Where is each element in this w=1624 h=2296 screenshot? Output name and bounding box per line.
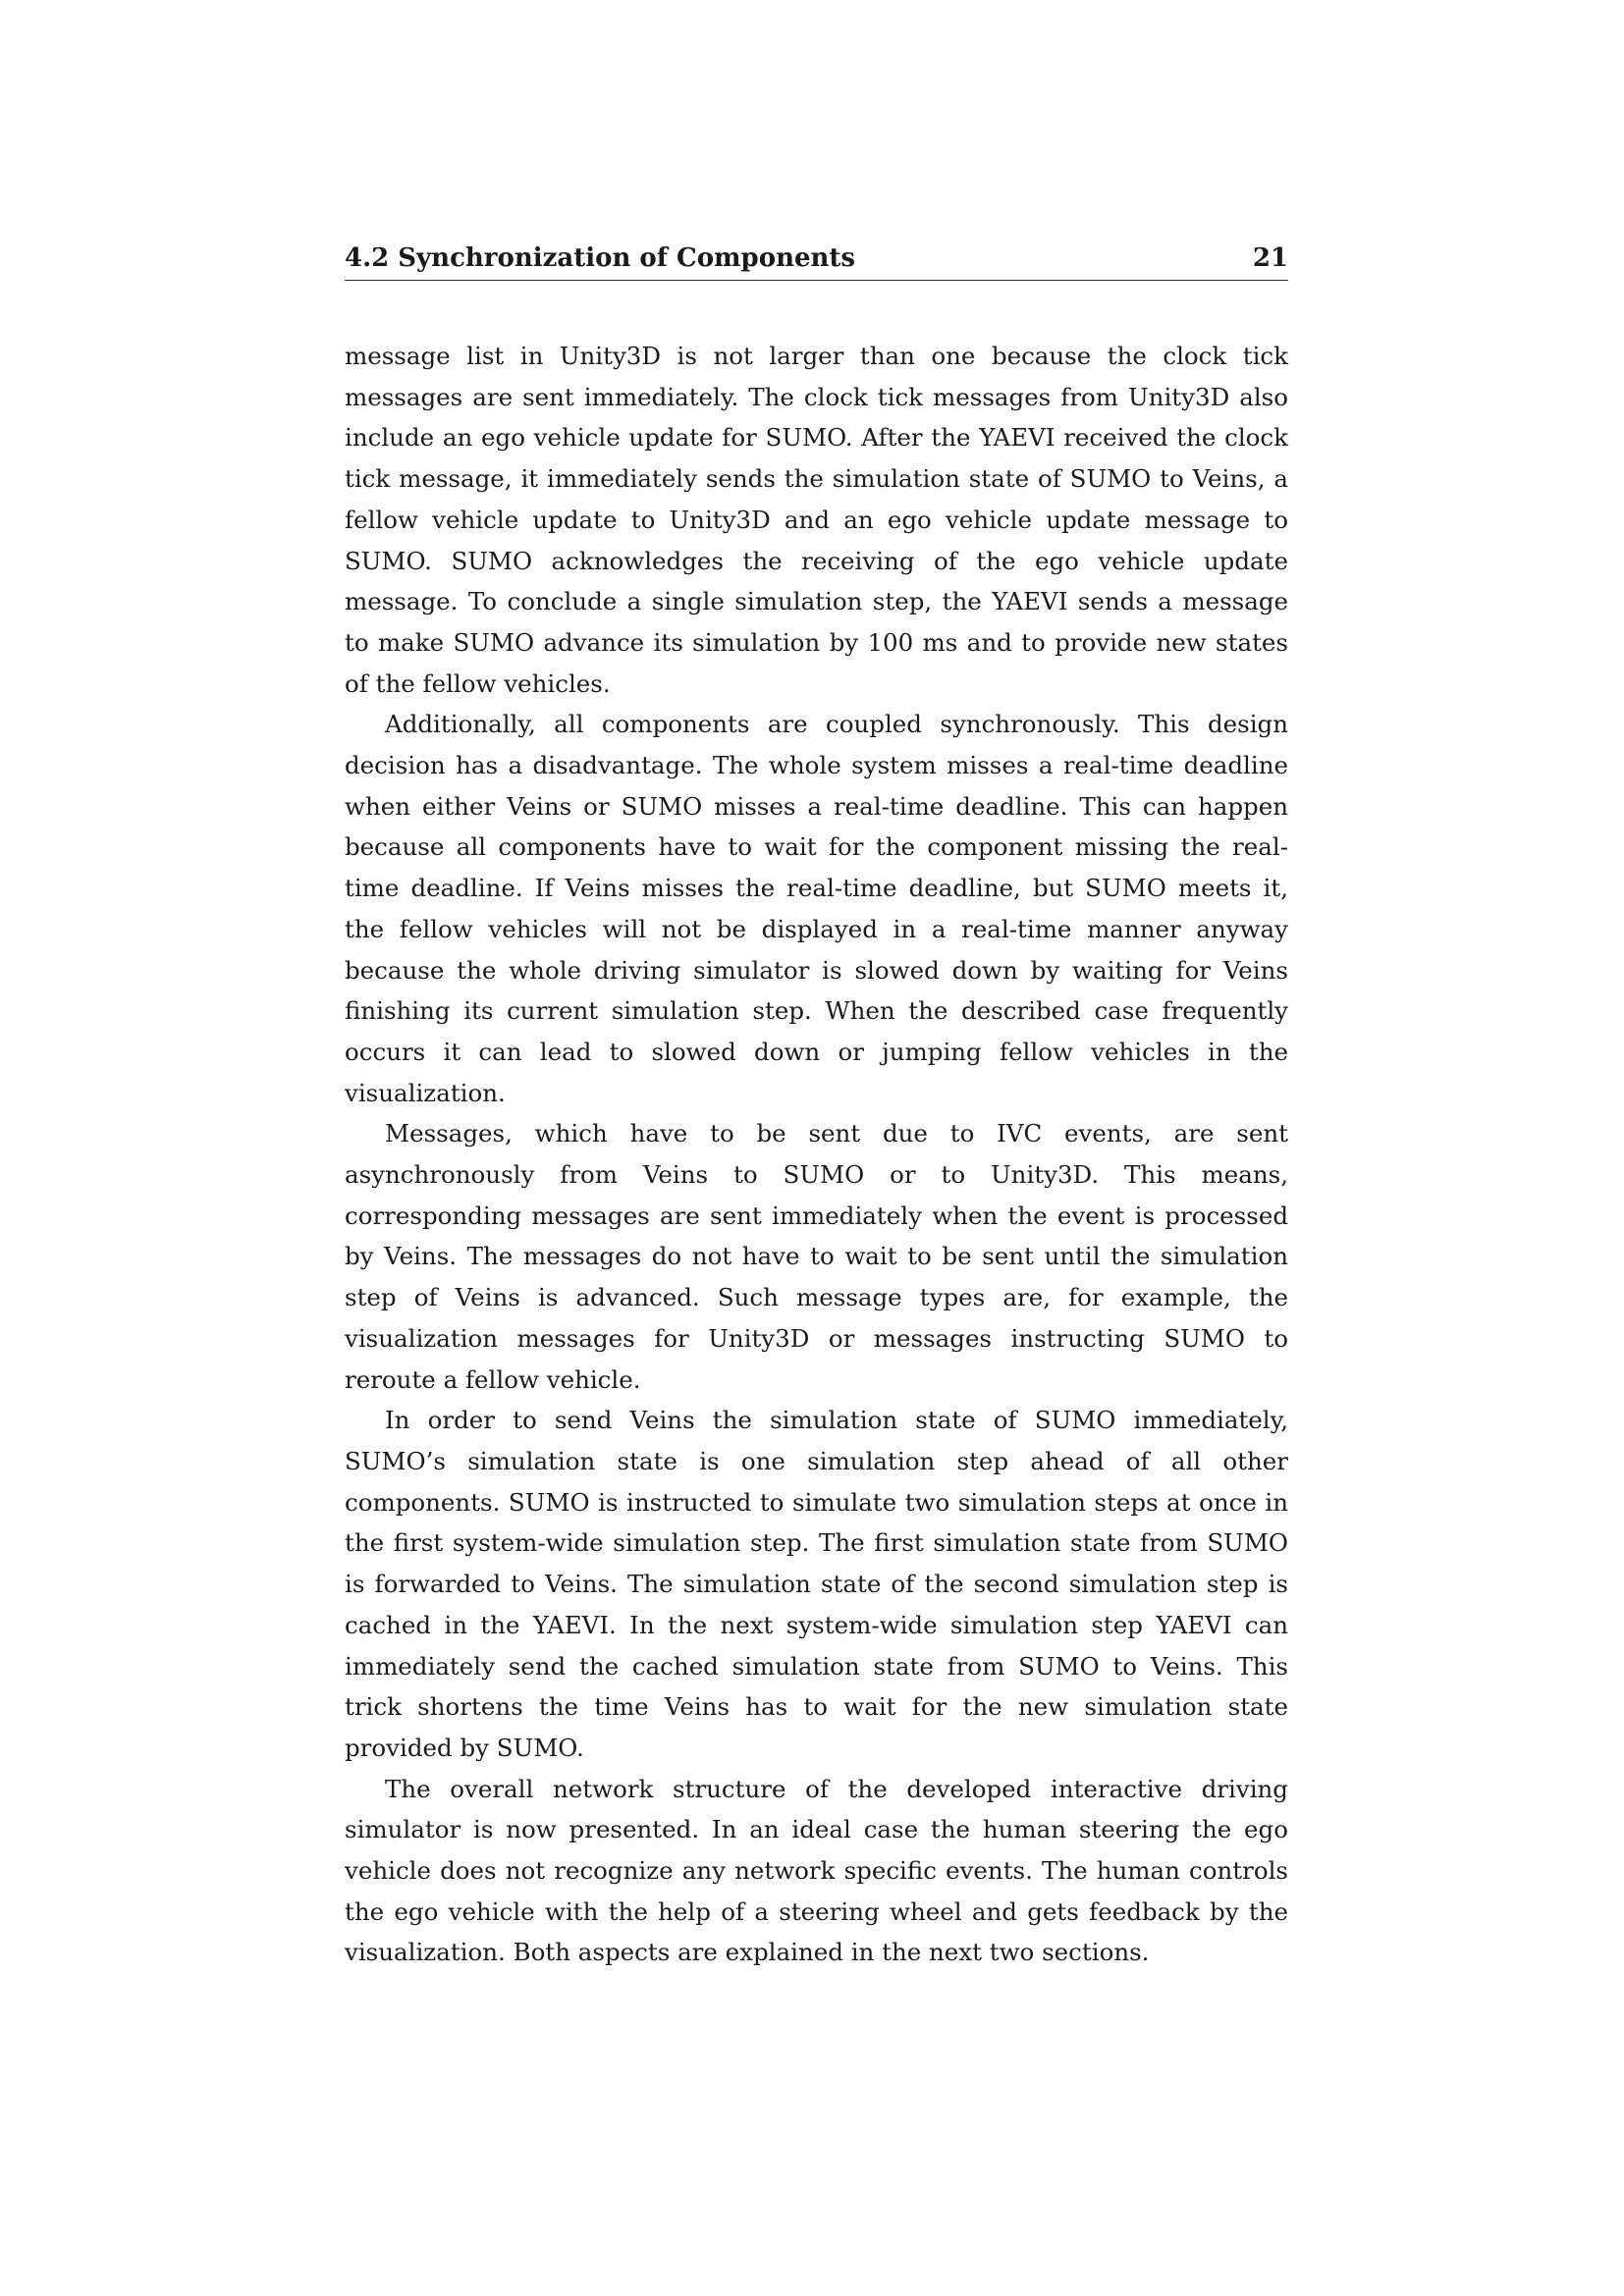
body-text [345,336,1288,1973]
paragraph-network-structure: The overall network structure of the developed interactive driving simulator is now presented. In an ideal case the human steering the ego vehicle does not recognize any network specific events. The human controls the ego vehicle with the help of a steering wheel and gets feedback by the visualization. Both aspects are explained in the next two sections. [345,1774,1288,1967]
running-header [345,241,1288,281]
paragraph-continuation: message list in Unity3D is not larger than one because the clock tick messages are sent immediately. The clock tick messages from Unity3D also include an ego vehicle update for SUMO. After the YAEVI received the clock tick message, it immediately sends the simulation state of SUMO to Veins, a fellow vehicle update to Unity3D and an ego vehicle update message to SUMO. SUMO acknowledges the receiving of the ego vehicle update message. To conclude a single simulation step, the YAEVI sends a message to make SUMO advance its simulation by 100 ms and to provide new states of the fellow vehicles. [345,342,1288,698]
section-title: 4.2 Synchronization of Components [345,243,856,273]
paragraph-asynchronous-messages: Messages, which have to be sent due to IVC events, are sent asynchronously from Veins to SUMO or to Unity3D. This means, corresponding messages are sent immediately when the event is processed by Veins. The messages do not have to wait to be sent until the simulation step of Veins is advanced. Such message types are, for example, the visualization messages for Unity3D or messages instructing SUMO to reroute a fellow vehicle. [345,1119,1288,1394]
page-number: 21 [1252,243,1288,273]
paragraph-synchronous-coupling: Additionally, all components are coupled synchronously. This design decision has a disadvantage. The whole system misses a real-time deadline when either Veins or SUMO misses a real-time deadline. This can happen because all components have to wait for the component missing the real-time deadline. If Veins misses the real-time deadline, but SUMO meets it, the fellow vehicles will not be displayed in a real-time manner anyway because the whole driving simulator is slowed down by waiting for Veins finishing its current simulation step. When the described case frequently occurs it can lead to slowed down or jumping fellow vehicles in the visualization. [345,710,1288,1107]
paragraph-sumo-ahead: In order to send Veins the simulation state of SUMO immediately, SUMO’s simulation state is one simulation step ahead of all other components. SUMO is instructed to simulate two simulation steps at once in the first system-wide simulation step. The first simulation state from SUMO is forwarded to Veins. The simulation state of the second simulation step is cached in the YAEVI. In the next system-wide simulation step YAEVI can immediately send the cached simulation state from SUMO to Veins. This trick shortens the time Veins has to wait for the new simulation state provided by SUMO. [345,1406,1288,1762]
